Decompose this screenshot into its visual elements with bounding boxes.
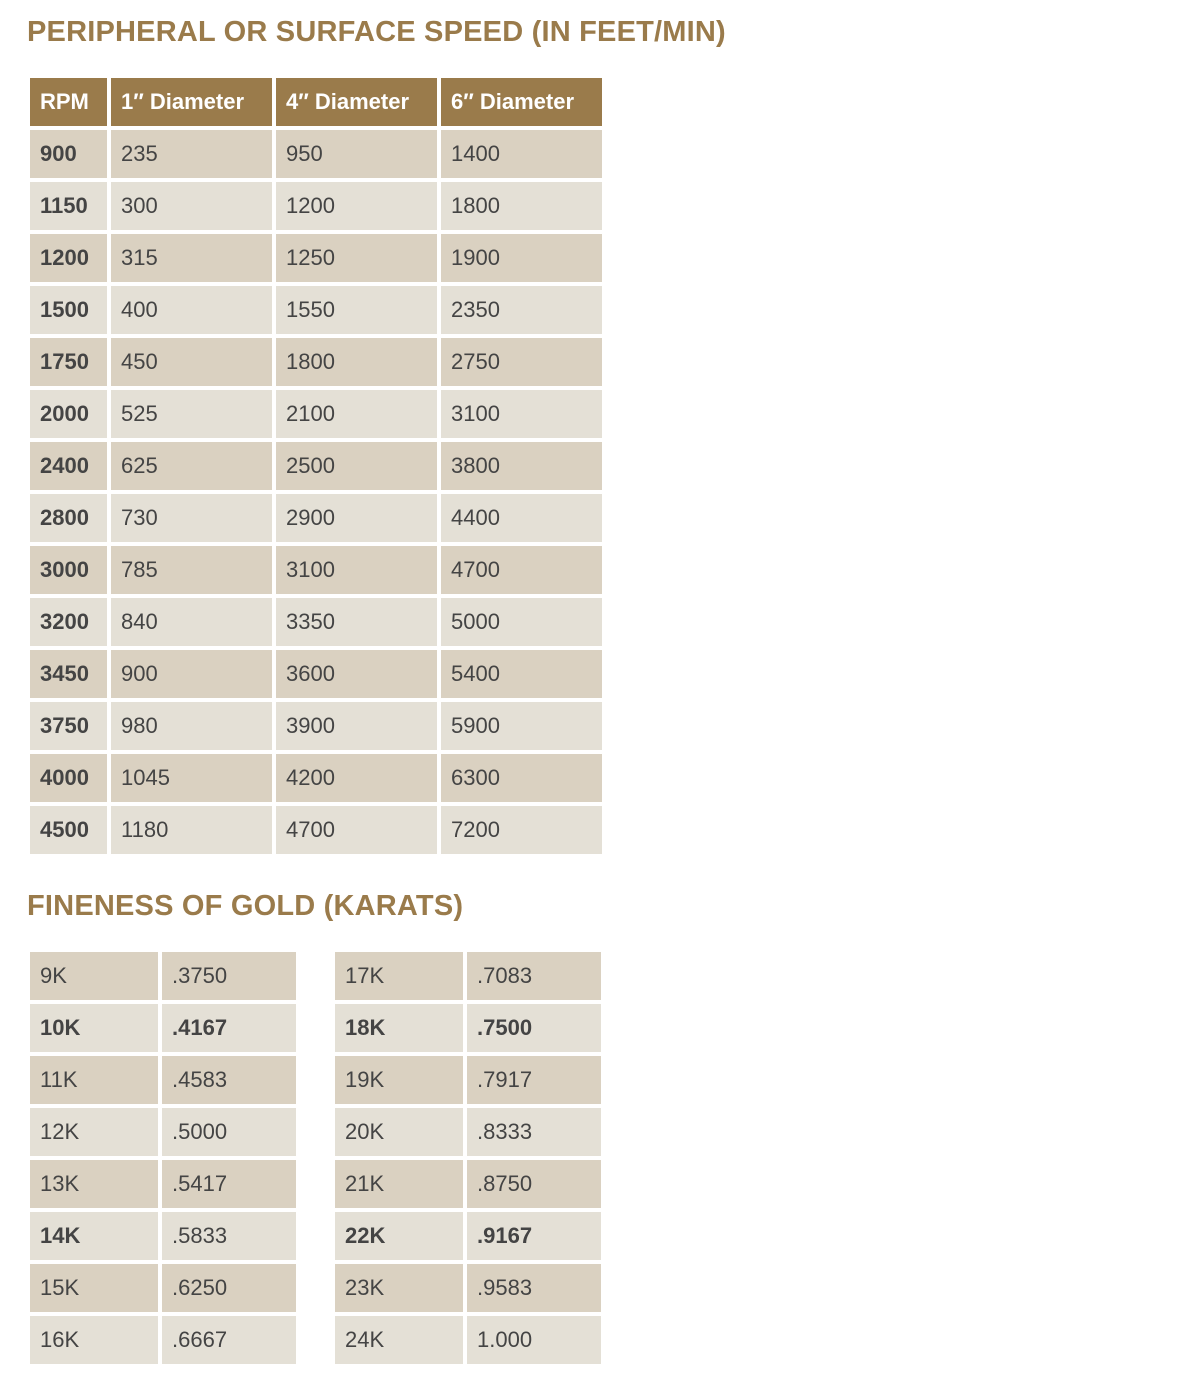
speed-section-title: PERIPHERAL OR SURFACE SPEED (IN FEET/MIN): [27, 16, 726, 48]
table-row: [30, 442, 602, 490]
table-row: [30, 598, 602, 646]
cell-rpm: 1150: [30, 182, 107, 230]
cell-6in-diameter: 5000: [441, 598, 602, 646]
cell-6in-diameter: 4400: [441, 494, 602, 542]
cell-karat: 15K: [30, 1264, 158, 1312]
cell-fineness: .7500: [467, 1004, 601, 1052]
surface-speed-table: [26, 74, 606, 858]
cell-1in-diameter: 730: [111, 494, 272, 542]
table-row: [30, 338, 602, 386]
table-row: [335, 1160, 601, 1208]
column-header-1in-diameter: 1″ Diameter: [111, 78, 272, 126]
cell-6in-diameter: 3100: [441, 390, 602, 438]
cell-1in-diameter: 840: [111, 598, 272, 646]
cell-fineness: .4167: [162, 1004, 296, 1052]
cell-4in-diameter: 4700: [276, 806, 437, 854]
cell-karat: 22K: [335, 1212, 463, 1260]
cell-1in-diameter: 785: [111, 546, 272, 594]
table-row: [30, 390, 602, 438]
cell-4in-diameter: 1550: [276, 286, 437, 334]
cell-4in-diameter: 2900: [276, 494, 437, 542]
cell-1in-diameter: 980: [111, 702, 272, 750]
cell-fineness: .6250: [162, 1264, 296, 1312]
cell-6in-diameter: 6300: [441, 754, 602, 802]
column-header-4in-diameter: 4″ Diameter: [276, 78, 437, 126]
cell-karat: 23K: [335, 1264, 463, 1312]
cell-rpm: 2800: [30, 494, 107, 542]
cell-karat: 10K: [30, 1004, 158, 1052]
cell-1in-diameter: 525: [111, 390, 272, 438]
cell-rpm: 2000: [30, 390, 107, 438]
cell-rpm: 4500: [30, 806, 107, 854]
cell-rpm: 3200: [30, 598, 107, 646]
table-row: [30, 130, 602, 178]
cell-6in-diameter: 2350: [441, 286, 602, 334]
column-header-rpm: RPM: [30, 78, 107, 126]
table-row: [30, 1212, 296, 1260]
cell-rpm: 4000: [30, 754, 107, 802]
cell-karat: 20K: [335, 1108, 463, 1156]
cell-karat: 24K: [335, 1316, 463, 1364]
cell-karat: 14K: [30, 1212, 158, 1260]
table-row: [30, 702, 602, 750]
table-row: [30, 650, 602, 698]
cell-rpm: 1750: [30, 338, 107, 386]
cell-karat: 9K: [30, 952, 158, 1000]
cell-rpm: 1200: [30, 234, 107, 282]
table-row: [335, 1264, 601, 1312]
cell-6in-diameter: 1400: [441, 130, 602, 178]
cell-1in-diameter: 300: [111, 182, 272, 230]
cell-fineness: .3750: [162, 952, 296, 1000]
cell-fineness: .8750: [467, 1160, 601, 1208]
cell-rpm: 3000: [30, 546, 107, 594]
cell-4in-diameter: 950: [276, 130, 437, 178]
cell-fineness: .5417: [162, 1160, 296, 1208]
table-row: [30, 754, 602, 802]
cell-1in-diameter: 1180: [111, 806, 272, 854]
cell-4in-diameter: 1250: [276, 234, 437, 282]
table-row: [30, 806, 602, 854]
cell-1in-diameter: 315: [111, 234, 272, 282]
cell-karat: 19K: [335, 1056, 463, 1104]
cell-fineness: .8333: [467, 1108, 601, 1156]
table-row: [30, 952, 296, 1000]
cell-4in-diameter: 3600: [276, 650, 437, 698]
cell-1in-diameter: 400: [111, 286, 272, 334]
cell-fineness: .9167: [467, 1212, 601, 1260]
table-header-row: [30, 78, 602, 126]
table-row: [335, 952, 601, 1000]
cell-4in-diameter: 3900: [276, 702, 437, 750]
cell-4in-diameter: 4200: [276, 754, 437, 802]
cell-4in-diameter: 2500: [276, 442, 437, 490]
cell-karat: 13K: [30, 1160, 158, 1208]
cell-fineness: .5000: [162, 1108, 296, 1156]
cell-karat: 12K: [30, 1108, 158, 1156]
cell-1in-diameter: 625: [111, 442, 272, 490]
cell-fineness: .4583: [162, 1056, 296, 1104]
cell-karat: 17K: [335, 952, 463, 1000]
table-row: [30, 1316, 296, 1364]
cell-karat: 11K: [30, 1056, 158, 1104]
cell-fineness: .9583: [467, 1264, 601, 1312]
cell-6in-diameter: 3800: [441, 442, 602, 490]
table-row: [30, 1264, 296, 1312]
cell-4in-diameter: 1800: [276, 338, 437, 386]
cell-fineness: .7083: [467, 952, 601, 1000]
cell-karat: 18K: [335, 1004, 463, 1052]
cell-rpm: 1500: [30, 286, 107, 334]
table-row: [335, 1108, 601, 1156]
table-row: [30, 1108, 296, 1156]
column-header-6in-diameter: 6″ Diameter: [441, 78, 602, 126]
cell-karat: 21K: [335, 1160, 463, 1208]
table-row: [30, 286, 602, 334]
cell-6in-diameter: 5900: [441, 702, 602, 750]
cell-4in-diameter: 3350: [276, 598, 437, 646]
cell-rpm: 900: [30, 130, 107, 178]
cell-6in-diameter: 2750: [441, 338, 602, 386]
gold-fineness-table-right: [331, 948, 605, 1368]
cell-4in-diameter: 2100: [276, 390, 437, 438]
table-row: [30, 234, 602, 282]
cell-1in-diameter: 1045: [111, 754, 272, 802]
cell-rpm: 3450: [30, 650, 107, 698]
table-row: [335, 1212, 601, 1260]
table-row: [30, 1160, 296, 1208]
cell-1in-diameter: 900: [111, 650, 272, 698]
cell-karat: 16K: [30, 1316, 158, 1364]
cell-4in-diameter: 1200: [276, 182, 437, 230]
table-row: [30, 546, 602, 594]
cell-6in-diameter: 4700: [441, 546, 602, 594]
cell-fineness: .5833: [162, 1212, 296, 1260]
table-row: [335, 1056, 601, 1104]
cell-rpm: 2400: [30, 442, 107, 490]
table-row: [30, 182, 602, 230]
cell-6in-diameter: 7200: [441, 806, 602, 854]
table-row: [30, 494, 602, 542]
cell-6in-diameter: 5400: [441, 650, 602, 698]
cell-fineness: .7917: [467, 1056, 601, 1104]
cell-4in-diameter: 3100: [276, 546, 437, 594]
cell-1in-diameter: 450: [111, 338, 272, 386]
cell-rpm: 3750: [30, 702, 107, 750]
table-row: [335, 1316, 601, 1364]
cell-6in-diameter: 1900: [441, 234, 602, 282]
gold-fineness-table-left: [26, 948, 300, 1368]
cell-6in-diameter: 1800: [441, 182, 602, 230]
table-row: [30, 1004, 296, 1052]
gold-section-title: FINENESS OF GOLD (KARATS): [27, 890, 464, 922]
cell-fineness: .6667: [162, 1316, 296, 1364]
table-row: [335, 1004, 601, 1052]
cell-fineness: 1.000: [467, 1316, 601, 1364]
cell-1in-diameter: 235: [111, 130, 272, 178]
table-row: [30, 1056, 296, 1104]
